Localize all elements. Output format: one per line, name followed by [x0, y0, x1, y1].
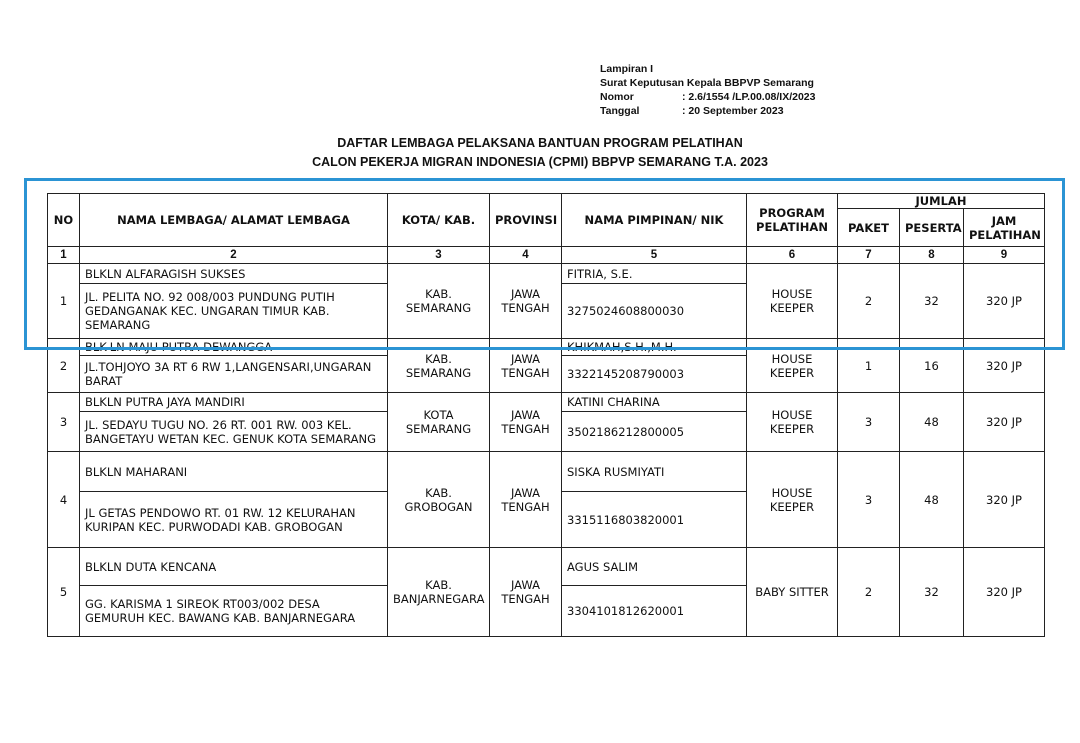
reference-block: [600, 62, 816, 118]
title-line-1: DAFTAR LEMBAGA PELAKSANA BANTUAN PROGRAM PELATIHAN: [337, 136, 743, 150]
institution-name: BLK-LN MAJU PUTRA DEWANGGA: [80, 339, 388, 356]
paket-cell: 3: [838, 393, 900, 452]
provinsi-cell: JAWA TENGAH: [490, 339, 562, 393]
column-number: 5: [562, 247, 747, 264]
institution-name: BLKLN PUTRA JAYA MANDIRI: [80, 393, 388, 412]
row-number: 2: [48, 339, 80, 393]
column-number: 2: [80, 247, 388, 264]
leader-nik: 3304101812620001: [562, 586, 747, 637]
column-number: 4: [490, 247, 562, 264]
lampiran-label: Lampiran I: [600, 63, 654, 75]
column-number: 1: [48, 247, 80, 264]
program-cell: HOUSE KEEPER: [747, 452, 838, 548]
peserta-cell: 32: [900, 548, 964, 637]
header-provinsi: PROVINSI: [490, 194, 562, 247]
institution-address: JL. PELITA NO. 92 008/003 PUNDUNG PUTIH GEDANGANAK KEC. UNGARAN TIMUR KAB. SEMARANG: [80, 284, 388, 339]
header-peserta: PESERTA: [900, 209, 964, 247]
institution-name: BLKLN ALFARAGISH SUKSES: [80, 264, 388, 284]
header-kota: KOTA/ KAB.: [388, 194, 490, 247]
leader-nik: 3315116803820001: [562, 492, 747, 548]
peserta-cell: 32: [900, 264, 964, 339]
paket-cell: 2: [838, 264, 900, 339]
table-row: [48, 548, 1045, 586]
institution-address: GG. KARISMA 1 SIREOK RT003/002 DESA GEMURUH KEC. BAWANG KAB. BANJARNEGARA: [80, 586, 388, 637]
paket-cell: 3: [838, 452, 900, 548]
column-number: 8: [900, 247, 964, 264]
leader-nik: 3275024608800030: [562, 284, 747, 339]
leader-name: KHIKMAH,S.H.,M.H.: [562, 339, 747, 356]
kota-cell: KAB. GROBOGAN: [388, 452, 490, 548]
row-number: 3: [48, 393, 80, 452]
institution-name: BLKLN DUTA KENCANA: [80, 548, 388, 586]
column-number: 7: [838, 247, 900, 264]
tanggal-row: [600, 104, 816, 118]
table-row: [48, 393, 1045, 412]
peserta-cell: 48: [900, 393, 964, 452]
jam-cell: 320 JP: [964, 339, 1045, 393]
provinsi-cell: JAWA TENGAH: [490, 548, 562, 637]
kota-cell: KAB. SEMARANG: [388, 339, 490, 393]
nomor-row: [600, 90, 816, 104]
provinsi-cell: JAWA TENGAH: [490, 264, 562, 339]
provinsi-cell: JAWA TENGAH: [490, 452, 562, 548]
jam-cell: 320 JP: [964, 452, 1045, 548]
header-no: NO: [48, 194, 80, 247]
leader-nik: 3502186212800005: [562, 412, 747, 452]
column-number: 3: [388, 247, 490, 264]
kota-cell: KOTA SEMARANG: [388, 393, 490, 452]
provinsi-cell: JAWA TENGAH: [490, 393, 562, 452]
peserta-cell: 16: [900, 339, 964, 393]
column-number: 6: [747, 247, 838, 264]
header-program: PROGRAM PELATIHAN: [747, 194, 838, 247]
institution-address: JL GETAS PENDOWO RT. 01 RW. 12 KELURAHAN KURIPAN KEC. PURWODADI KAB. GROBOGAN: [80, 492, 388, 548]
jam-cell: 320 JP: [964, 393, 1045, 452]
jam-cell: 320 JP: [964, 548, 1045, 637]
decree-label: Surat Keputusan Kepala BBPVP Semarang: [600, 77, 814, 89]
paket-cell: 2: [838, 548, 900, 637]
leader-name: AGUS SALIM: [562, 548, 747, 586]
column-number: 9: [964, 247, 1045, 264]
kota-cell: KAB. SEMARANG: [388, 264, 490, 339]
leader-nik: 3322145208790003: [562, 356, 747, 393]
leader-name: SISKA RUSMIYATI: [562, 452, 747, 492]
tanggal-value: : 20 September 2023: [682, 105, 784, 117]
program-cell: HOUSE KEEPER: [747, 393, 838, 452]
table-row: [48, 452, 1045, 492]
leader-name: FITRIA, S.E.: [562, 264, 747, 284]
program-cell: BABY SITTER: [747, 548, 838, 637]
title-line-2: CALON PEKERJA MIGRAN INDONESIA (CPMI) BBPVP SEMARANG T.A. 2023: [312, 155, 768, 169]
header-pimpinan: NAMA PIMPINAN/ NIK: [562, 194, 747, 247]
jam-cell: 320 JP: [964, 264, 1045, 339]
header-paket: PAKET: [838, 209, 900, 247]
institution-address: JL.TOHJOYO 3A RT 6 RW 1,LANGENSARI,UNGARAN BARAT: [80, 356, 388, 393]
row-number: 4: [48, 452, 80, 548]
paket-cell: 1: [838, 339, 900, 393]
institution-name: BLKLN MAHARANI: [80, 452, 388, 492]
row-number: 1: [48, 264, 80, 339]
peserta-cell: 48: [900, 452, 964, 548]
leader-name: KATINI CHARINA: [562, 393, 747, 412]
kota-cell: KAB. BANJARNEGARA: [388, 548, 490, 637]
program-cell: HOUSE KEEPER: [747, 339, 838, 393]
header-jumlah: JUMLAH: [838, 194, 1045, 209]
header-jam: JAM PELATIHAN: [964, 209, 1045, 247]
tanggal-label: Tanggal: [600, 105, 640, 117]
nomor-label: Nomor: [600, 91, 634, 103]
document-title: [0, 134, 1080, 172]
nomor-value: : 2.6/1554 /LP.00.08/IX/2023: [682, 91, 816, 103]
row-number: 5: [48, 548, 80, 637]
highlight-box: [24, 178, 1065, 350]
institution-address: JL. SEDAYU TUGU NO. 26 RT. 001 RW. 003 KEL. BANGETAYU WETAN KEC. GENUK KOTA SEMARANG: [80, 412, 388, 452]
header-nama: NAMA LEMBAGA/ ALAMAT LEMBAGA: [80, 194, 388, 247]
program-cell: HOUSE KEEPER: [747, 264, 838, 339]
